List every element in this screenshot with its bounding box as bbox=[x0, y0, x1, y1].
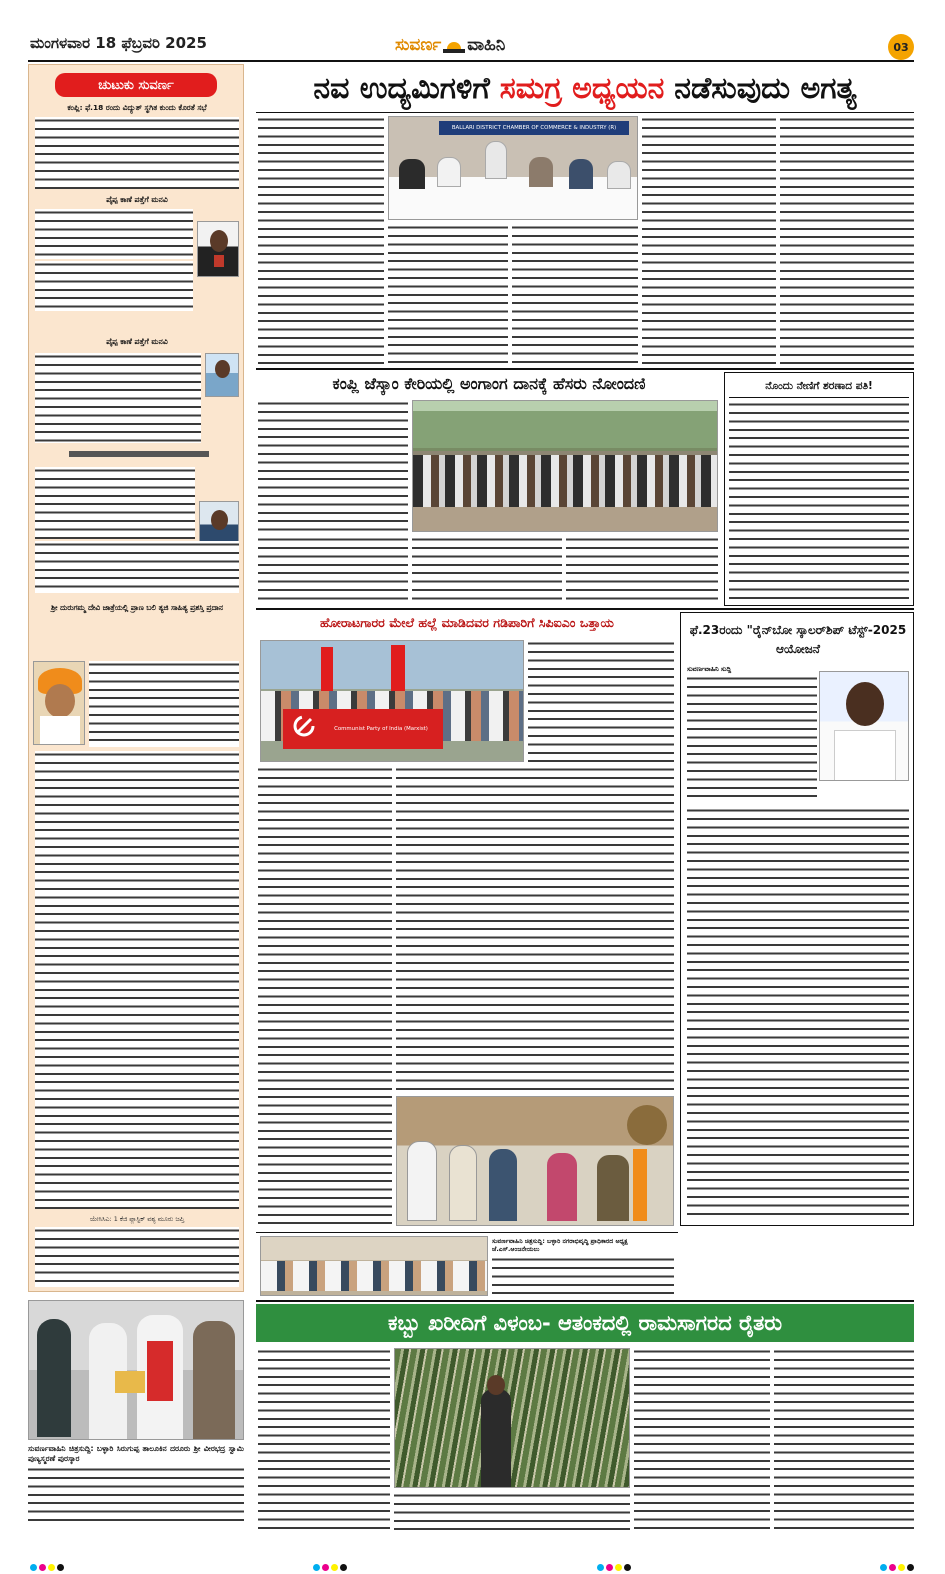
article-4-headline: ಹೋರಾಟಗಾರರ ಮೇಲೆ ಹಲ್ಲೆ ಮಾಡಿದವರ ಗಡಿಪಾರಿಗೆ ಸಿಪಿಐಎಂ ಒತ್ತಾಯ bbox=[320, 615, 614, 630]
page-number-badge bbox=[888, 34, 914, 60]
award-caption-text bbox=[28, 1466, 244, 1524]
article-2-column bbox=[566, 536, 718, 604]
organ-donation-group-photo bbox=[412, 400, 718, 532]
headline-highlight: ಸಮಗ್ರ ಅಧ್ಯಯನ bbox=[499, 70, 665, 106]
officials-meeting-photo bbox=[396, 1096, 674, 1226]
rule bbox=[256, 1232, 678, 1233]
article-4-column bbox=[396, 766, 530, 1092]
sidebar-header bbox=[55, 73, 217, 97]
article-5-box bbox=[680, 612, 914, 1226]
article-2-headline: ಕಂಪ್ಲಿ ಜೆಸ್ಕಾಂ ಕೇರಿಯಲ್ಲಿ ಅಂಗಾಂಗ ದಾನಕ್ಕೆ ಹೆಸರು ನೋಂದಣಿ bbox=[332, 374, 646, 393]
small-photo-caption: ಸುವರ್ಣವಾಹಿನಿ ಚಿತ್ರಸುದ್ದಿ: ಬಳ್ಳಾರಿ ನಗರಾಭಿವೃದ್ಧಿ ಪ್ರಾಧಿಕಾರದ ಅಧ್ಯಕ್ಷ ಜೆ.ಎಸ್.ಆಂಜನೇಯಲು bbox=[492, 1238, 628, 1254]
masthead bbox=[0, 0, 945, 64]
rule bbox=[256, 608, 914, 610]
sidebar-photo-caption: ಯೇಸಿಸಿಎ: 1 ಕೆಜಿ ಪ್ಲಾಸ್ಟಿಕ್ ವಶ್ಯ ಮೂರು ಜಪ್ತಿ bbox=[89, 1215, 185, 1223]
banner: BALLARI DISTRICT CHAMBER OF COMMERCE & INDUSTRY (R) bbox=[439, 121, 629, 135]
chamber-meeting-photo bbox=[388, 116, 638, 220]
issue-date: ಮಂಗಳವಾರ 18 ಫೆಬ್ರವರಿ 2025 bbox=[30, 34, 207, 52]
article-6-column bbox=[394, 1492, 630, 1534]
masthead-rule bbox=[28, 60, 914, 62]
sidebar-text-block bbox=[35, 353, 201, 443]
cpim-protest-photo bbox=[260, 640, 524, 762]
sidebar-header-text: ಚುಟುಕು ಸುವರ್ಣ bbox=[98, 77, 174, 93]
rule bbox=[256, 112, 914, 113]
article-3-box bbox=[724, 372, 914, 606]
article-2-column bbox=[412, 536, 562, 604]
headline-part: ನಡೆಸುವುದು ಅಗತ್ಯ bbox=[674, 70, 857, 106]
headline-part: ನವ ಉದ್ಯಮಿಗಳಿಗೆ bbox=[313, 70, 490, 106]
sidebar-item-title: ಕಂಪ್ಲಿ: ಫೆ.18 ರಂದು ವಿದ್ಯುತ್ ಸ್ಥಗಿತ ಕುಂದು ಕೊರತೆ ಸಭೆ bbox=[67, 103, 207, 112]
sidebar-subheading bbox=[69, 451, 209, 457]
secretary-portrait-photo bbox=[819, 671, 909, 781]
sidebar-text-block bbox=[35, 541, 239, 593]
article-5-byline: ಸುವರ್ಣವಾಹಿನಿ ಸುದ್ದಿ bbox=[687, 665, 732, 673]
article-1-column bbox=[642, 116, 776, 366]
sidebar-text-block bbox=[35, 1227, 239, 1287]
portrait-photo bbox=[197, 221, 239, 277]
sidebar-text-block bbox=[35, 209, 193, 259]
article-3-column bbox=[729, 401, 909, 601]
article-4-column bbox=[258, 766, 392, 1226]
article-5-headline: ಫೆ.23ರಂದು "ರೈನ್‌ಬೋ ಸ್ಕಾಲರ್‌ಶಿಪ್ ಟೆಸ್ಟ್-2025 ಆಯೋಜನೆ bbox=[689, 623, 907, 656]
award-photo bbox=[28, 1300, 244, 1440]
article-1-headline bbox=[256, 66, 914, 110]
small-news-photo bbox=[260, 1236, 488, 1296]
portrait-photo bbox=[205, 353, 239, 397]
article-4-column bbox=[528, 640, 674, 1092]
portrait-photo bbox=[33, 661, 85, 745]
print-registration-marks bbox=[30, 1556, 916, 1566]
sugarcane-field-photo bbox=[394, 1348, 630, 1488]
article-6-column bbox=[634, 1348, 770, 1534]
award-photo-caption: ಸುವರ್ಣವಾಹಿನಿ ಚಿತ್ರಸುದ್ದಿ: ಬಳ್ಳಾರಿ ಸಿರುಗುಪ್ಪ ತಾಲೂಕಿನ ದರೂರು ಶ್ರೀ ವೀರಭದ್ರ ಸ್ವಾಮಿ ಪುಣ್ಯಸ್ಮರಣೆ ಪುರಸ್ಕಾರ bbox=[28, 1444, 244, 1463]
page-number: 03 bbox=[893, 40, 909, 54]
sidebar bbox=[28, 64, 244, 1292]
sunrise-icon bbox=[443, 38, 465, 52]
rule bbox=[729, 397, 909, 398]
rule bbox=[256, 368, 914, 370]
article-1-column bbox=[258, 116, 384, 366]
article-6-headline: ಕಬ್ಬು ಖರೀದಿಗೆ ವಿಳಂಬ- ಆತಂಕದಲ್ಲಿ ರಾಮಸಾಗರದ ರೈತರು bbox=[388, 1310, 782, 1335]
brand-name-left: ಸುವರ್ಣ bbox=[395, 35, 442, 55]
article-3-headline: ನೊಂದು ನೇಣಿಗೆ ಶರಣಾದ ಪತಿ! bbox=[765, 380, 873, 392]
article-2-column bbox=[258, 400, 408, 532]
sidebar-item-title: ಪೈಪ್ಪ ಕಾಣೆ ಪತ್ತೆಗೆ ಮನವಿ bbox=[106, 337, 168, 346]
sidebar-text-block bbox=[89, 661, 239, 747]
sidebar-text-block bbox=[35, 117, 239, 189]
sidebar-item-title: ಶ್ರೀ ದುರುಗಮ್ಮ ದೇವಿ ಜಾತ್ರೆಯಲ್ಲಿ ಪ್ರಾಣ ಬಲಿ ತ್ಯಜಿ ಸಾಹಿತ್ಯ ಪ್ರಶಸ್ತಿ ಪ್ರದಾನ bbox=[51, 603, 223, 612]
article-1-column bbox=[388, 224, 508, 366]
hammer-sickle-icon bbox=[291, 713, 317, 739]
sidebar-text-block bbox=[35, 261, 193, 311]
article-6-column bbox=[774, 1348, 914, 1534]
article-1-column bbox=[512, 224, 638, 366]
article-1-column bbox=[780, 116, 914, 366]
sidebar-item-title: ಪೈಪ್ಪ ಕಾಣೆ ಪತ್ತೆಗೆ ಮನವಿ bbox=[106, 195, 168, 204]
rule bbox=[256, 1300, 914, 1302]
article-2-column bbox=[258, 536, 408, 604]
small-caption-text bbox=[492, 1256, 674, 1296]
article-5-column bbox=[687, 675, 817, 803]
sidebar-text-block bbox=[35, 751, 239, 1209]
brand-logo bbox=[395, 34, 505, 56]
article-6-column bbox=[258, 1348, 390, 1534]
sidebar-text-block bbox=[35, 467, 195, 539]
article-5-column bbox=[687, 807, 909, 1221]
brand-name-right: ವಾಹಿನಿ bbox=[467, 35, 506, 55]
banner: Communist Party of India (Marxist) bbox=[334, 726, 428, 732]
article-6-headline-band bbox=[256, 1304, 914, 1342]
